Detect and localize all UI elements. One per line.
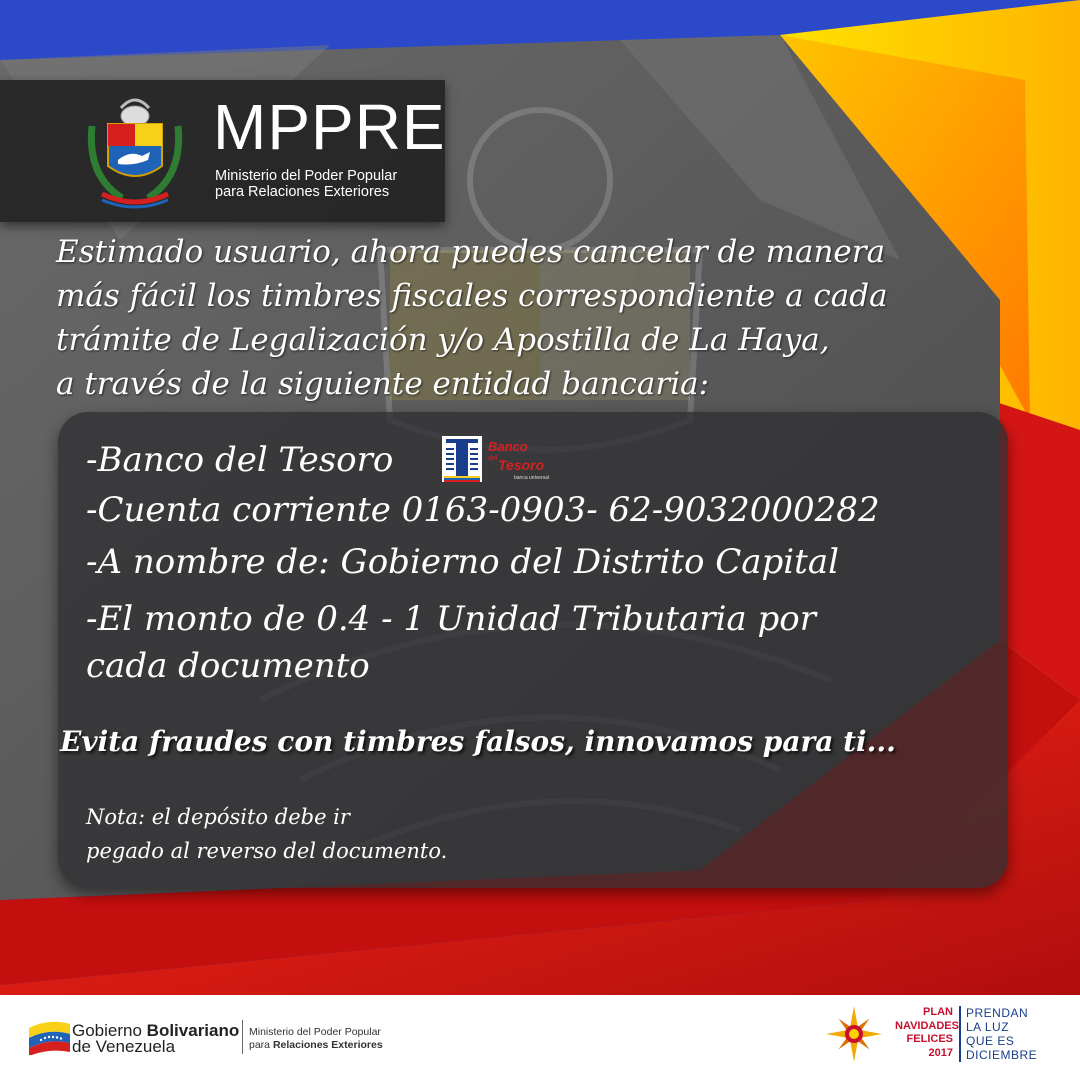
footer-divider [242,1020,243,1054]
prendan-la-luz-slogan [966,1006,1037,1062]
plan-navidades-logo [895,1006,959,1060]
venezuela-flag-icon [27,1010,72,1055]
note-line: pegado al reverso del documento. [86,839,448,863]
plan-line: PLAN [923,1006,953,1018]
account-number: -Cuenta corriente 0163-0903- 62-9032000282 [86,490,880,530]
deposit-note [86,800,447,868]
intro-line: a través de la siguiente entidad bancaria: [56,366,710,402]
bank-logo-tagline: banca universal [514,475,550,481]
bank-logo-text: del [488,455,498,462]
plan-line: NAVIDADES [895,1019,959,1032]
amount-line: cada documento [86,646,370,686]
intro-line: Estimado usuario, ahora puedes cancelar de manera [56,234,886,270]
government-brand [72,1023,239,1055]
banco-del-tesoro-logo-icon [442,436,560,482]
footer-ministry-line: Ministerio del Poder Popular [249,1026,381,1038]
account-holder: -A nombre de: Gobierno del Distrito Capital [86,542,839,582]
prendan-line: DICIEMBRE [966,1048,1038,1062]
bank-logo-text: Tesoro [498,457,545,473]
ministry-name-line: Ministerio del Poder Popular [215,168,398,184]
bank-name: -Banco del Tesoro [86,440,394,480]
ministry-name-line: para Relaciones Exteriores [215,184,390,200]
prendan-line: PRENDAN [966,1006,1029,1020]
prendan-line: LA LUZ [966,1020,1010,1034]
footer-divider [959,1006,961,1062]
gob-word: Gobierno [72,1021,142,1040]
bank-logo-text: Banco [488,439,528,454]
gob-line: de Venezuela [72,1037,176,1056]
plan-line: FELICES [906,1033,953,1045]
ministry-full-name [215,168,397,200]
footer-ministry-prefix: para [249,1039,271,1051]
ministry-acronym: MPPRE [213,91,446,163]
footer-ministry-name [249,1026,383,1052]
venezuela-coat-of-arms-icon [82,86,188,210]
prendan-line: QUE ES [966,1034,1015,1048]
amount-line: -El monto de 0.4 - 1 Unidad Tributaria por [86,599,816,639]
note-line: Nota: el depósito debe ir [86,805,350,829]
christmas-star-icon [825,1005,883,1063]
intro-message [56,230,996,406]
plan-line: 2017 [928,1046,953,1059]
footer-ministry-bold: Relaciones Exteriores [272,1039,383,1051]
gob-word-bold: Bolivariano [146,1021,240,1040]
intro-line: trámite de Legalización y/o Apostilla de La Haya, [56,322,830,358]
intro-line: más fácil los timbres fiscales correspondiente a cada [56,278,888,314]
anti-fraud-slogan: Evita fraudes con timbres falsos, innovamos para ti... [60,725,896,758]
